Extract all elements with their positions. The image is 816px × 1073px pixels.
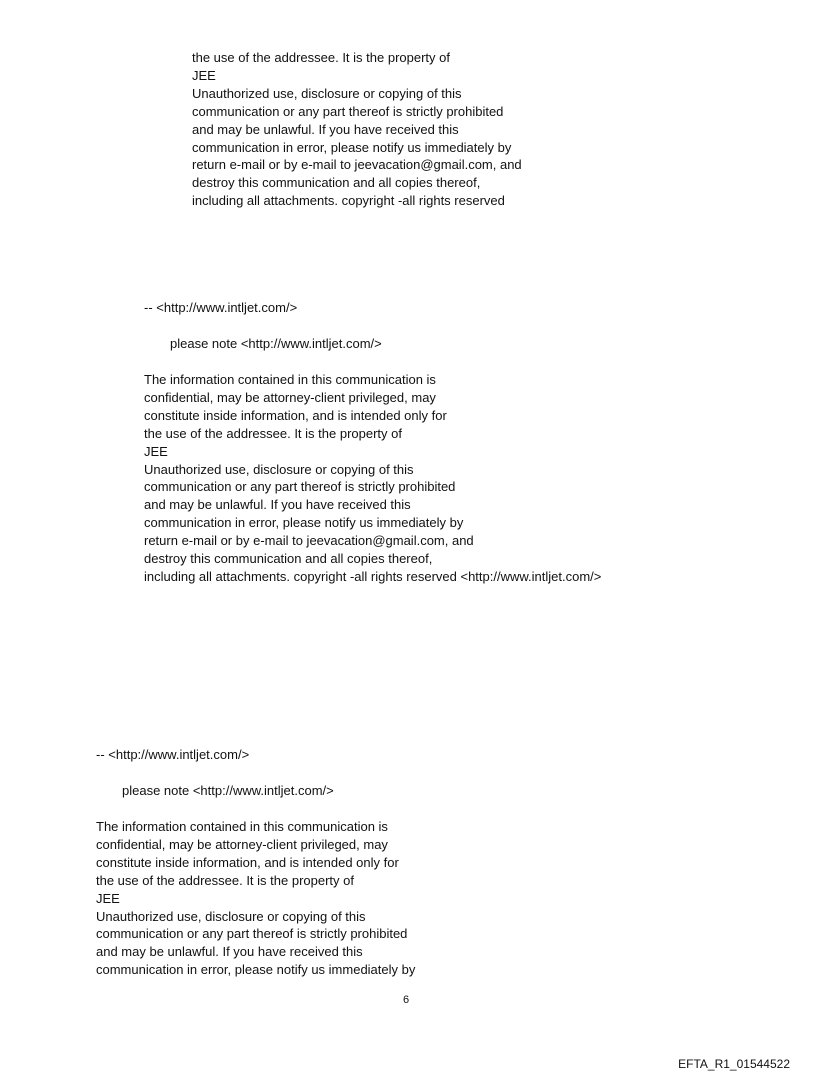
note-line-3	[122, 782, 334, 800]
signature-separator-3	[96, 746, 249, 764]
disclaimer-block-2	[144, 371, 601, 586]
text-line: and may be unlawful. If you have received this	[192, 121, 459, 137]
page-number: 6	[403, 994, 410, 1006]
text-line: communication or any part thereof is strictly prohibited	[144, 479, 456, 495]
text-line: the use of the addressee. It is the property of	[96, 872, 354, 888]
text-line: destroy this communication and all copies thereof,	[192, 175, 481, 191]
note-text: please note <http://www.intljet.com/>	[122, 783, 334, 798]
separator-link-text: -- <http://www.intljet.com/>	[96, 747, 250, 762]
text-line: destroy this communication and all copies thereof,	[144, 551, 433, 567]
text-line: and may be unlawful. If you have received this	[144, 497, 411, 513]
signature-separator-2	[144, 299, 297, 317]
text-line: constitute inside information, and is intended only for	[144, 407, 447, 423]
text-line: including all attachments. copyright -all rights reserved <http://www.intljet.com/>	[144, 568, 602, 584]
note-text: please note <http://www.intljet.com/>	[170, 336, 382, 351]
text-line: return e-mail or by e-mail to jeevacation@gmail.com, and	[144, 533, 474, 549]
text-line: including all attachments. copyright -all rights reserved	[192, 193, 505, 209]
text-line: and may be unlawful. If you have received this	[96, 944, 363, 960]
text-line: constitute inside information, and is intended only for	[96, 854, 399, 870]
text-line: communication or any part thereof is strictly prohibited	[96, 926, 408, 942]
text-line: communication in error, please notify us immediately by	[96, 962, 416, 978]
text-line: The information contained in this communication is	[144, 372, 436, 387]
disclaimer-block-1	[192, 49, 522, 210]
text-line: JEE	[192, 67, 216, 83]
document-id: EFTA_R1_01544522	[678, 1057, 790, 1071]
text-line: The information contained in this communication is	[96, 819, 388, 834]
text-line: confidential, may be attorney-client privileged, may	[96, 836, 388, 852]
text-line: communication in error, please notify us immediately by	[144, 515, 464, 531]
text-line: confidential, may be attorney-client privileged, may	[144, 389, 436, 405]
text-line: JEE	[144, 443, 168, 459]
note-line-2	[170, 335, 382, 353]
text-line: JEE	[96, 890, 120, 906]
text-line: Unauthorized use, disclosure or copying of this	[144, 461, 414, 477]
text-line: return e-mail or by e-mail to jeevacation@gmail.com, and	[192, 157, 522, 173]
disclaimer-block-3	[96, 818, 415, 979]
text-line: communication or any part thereof is strictly prohibited	[192, 103, 504, 119]
text-line: communication in error, please notify us immediately by	[192, 139, 512, 155]
text-line: the use of the addressee. It is the property of	[144, 425, 402, 441]
text-line: the use of the addressee. It is the property of	[192, 50, 450, 65]
text-line: Unauthorized use, disclosure or copying of this	[96, 908, 366, 924]
text-line: Unauthorized use, disclosure or copying of this	[192, 85, 462, 101]
separator-link-text: -- <http://www.intljet.com/>	[144, 300, 298, 315]
